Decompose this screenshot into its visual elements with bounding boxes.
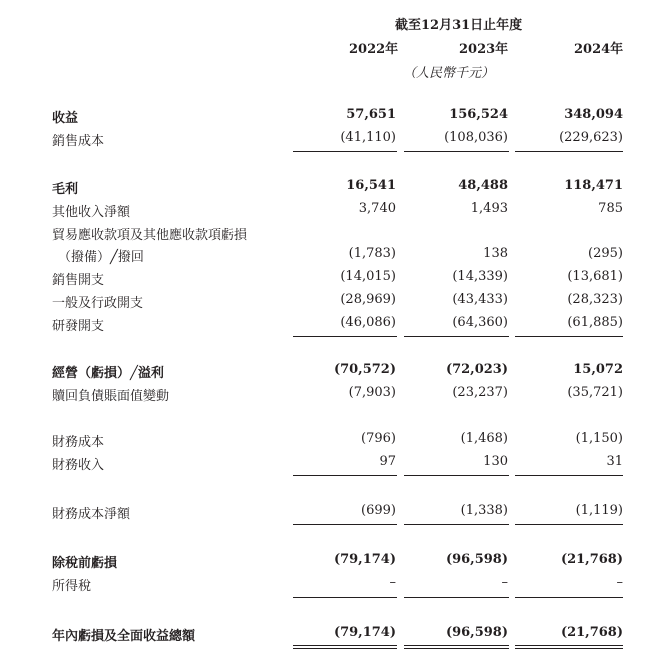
cell-admin-expenses-2022: (28,969) [340,292,396,307]
row-label-admin-expenses: 一般及行政開支 [52,296,144,311]
cell-revenue-2022: 57,651 [346,107,396,122]
subtotal-rule [293,524,397,525]
cell-net-finance-costs-2023: (1,338) [460,503,508,518]
cell-rd-expenses-2024: (61,885) [567,315,623,330]
row-label-revenue: 收益 [52,111,79,126]
cell-impairment-2022: (1,783) [348,246,396,261]
cell-finance-costs-2022: (796) [361,431,396,446]
cell-admin-expenses-2024: (28,323) [567,292,623,307]
row-label-finance-costs: 財務成本 [52,435,105,450]
row-label-impairment-line1: 貿易應收款項及其他應收款項虧損 [52,228,248,243]
row-label-operating-result: 經營（虧損）╱溢利 [52,366,164,381]
cell-net-finance-costs-2022: (699) [361,503,396,518]
cell-gross-profit-2024: 118,471 [564,178,623,193]
subtotal-rule [515,336,623,337]
cell-finance-income-2022: 97 [379,454,396,469]
subtotal-rule [404,524,509,525]
cell-gross-profit-2022: 16,541 [346,178,396,193]
cell-finance-costs-2024: (1,150) [575,431,623,446]
period-header: 截至12月31日止年度 [395,18,523,33]
cell-cost-of-sales-2023: (108,036) [444,130,508,145]
cell-cost-of-sales-2024: (229,623) [559,130,623,145]
cell-revenue-2024: 348,094 [564,107,623,122]
total-double-rule [404,645,509,646]
total-double-rule [515,648,623,649]
subtotal-rule [404,151,509,152]
total-double-rule [515,645,623,646]
subtotal-rule [515,597,623,598]
cell-redemption-liability-2024: (35,721) [567,385,623,400]
row-label-selling-expenses: 銷售開支 [52,273,105,288]
subtotal-rule [293,597,397,598]
cell-redemption-liability-2023: (23,237) [452,385,508,400]
subtotal-rule [404,336,509,337]
cell-income-tax-2023: – [501,575,508,590]
subtotal-rule [515,475,623,476]
row-label-total-loss: 年內虧損及全面收益總額 [52,629,196,644]
cell-finance-income-2023: 130 [483,454,508,469]
unit-label: （人民幣千元） [403,66,495,81]
cell-selling-expenses-2023: (14,339) [452,269,508,284]
cell-income-tax-2024: – [616,575,623,590]
cell-net-finance-costs-2024: (1,119) [575,503,623,518]
row-label-redemption-liability: 贖回負債賬面值變動 [52,389,170,404]
row-label-other-income: 其他收入淨額 [52,205,131,220]
cell-total-loss-2022: (79,174) [333,625,396,640]
cell-operating-result-2023: (72,023) [445,362,508,377]
cell-loss-before-tax-2022: (79,174) [333,552,396,567]
subtotal-rule [293,151,397,152]
cell-selling-expenses-2024: (13,681) [567,269,623,284]
cell-loss-before-tax-2023: (96,598) [445,552,508,567]
cell-redemption-liability-2022: (7,903) [348,385,396,400]
cell-cost-of-sales-2022: (41,110) [340,130,396,145]
subtotal-rule [404,597,509,598]
cell-operating-result-2022: (70,572) [333,362,396,377]
subtotal-rule [515,524,623,525]
cell-gross-profit-2023: 48,488 [458,178,508,193]
cell-impairment-2024: (295) [588,246,623,261]
year-2022-header: 2022年 [349,42,399,57]
subtotal-rule [404,475,509,476]
cell-revenue-2023: 156,524 [449,107,508,122]
cell-income-tax-2022: – [389,575,396,590]
cell-total-loss-2024: (21,768) [560,625,623,640]
total-double-rule [404,648,509,649]
row-label-gross-profit: 毛利 [52,182,79,197]
row-label-income-tax: 所得稅 [52,579,92,594]
cell-finance-income-2024: 31 [606,454,623,469]
cell-rd-expenses-2022: (46,086) [340,315,396,330]
row-label-rd-expenses: 研發開支 [52,319,105,334]
year-2023-header: 2023年 [459,42,509,57]
cell-admin-expenses-2023: (43,433) [452,292,508,307]
subtotal-rule [515,151,623,152]
subtotal-rule [293,336,397,337]
row-label-loss-before-tax: 除稅前虧損 [52,556,118,571]
cell-rd-expenses-2023: (64,360) [452,315,508,330]
total-double-rule [293,648,397,649]
cell-other-income-2024: 785 [598,201,623,216]
row-label-impairment-line2: （撥備）╱撥回 [58,250,144,265]
cell-finance-costs-2023: (1,468) [460,431,508,446]
row-label-finance-income: 財務收入 [52,458,105,473]
row-label-net-finance-costs: 財務成本淨額 [52,507,131,522]
cell-total-loss-2023: (96,598) [445,625,508,640]
subtotal-rule [293,475,397,476]
cell-impairment-2023: 138 [483,246,508,261]
cell-loss-before-tax-2024: (21,768) [560,552,623,567]
cell-other-income-2023: 1,493 [470,201,508,216]
row-label-cost-of-sales: 銷售成本 [52,134,105,149]
cell-selling-expenses-2022: (14,015) [340,269,396,284]
cell-operating-result-2024: 15,072 [573,362,623,377]
cell-other-income-2022: 3,740 [358,201,396,216]
total-double-rule [293,645,397,646]
year-2024-header: 2024年 [574,42,624,57]
